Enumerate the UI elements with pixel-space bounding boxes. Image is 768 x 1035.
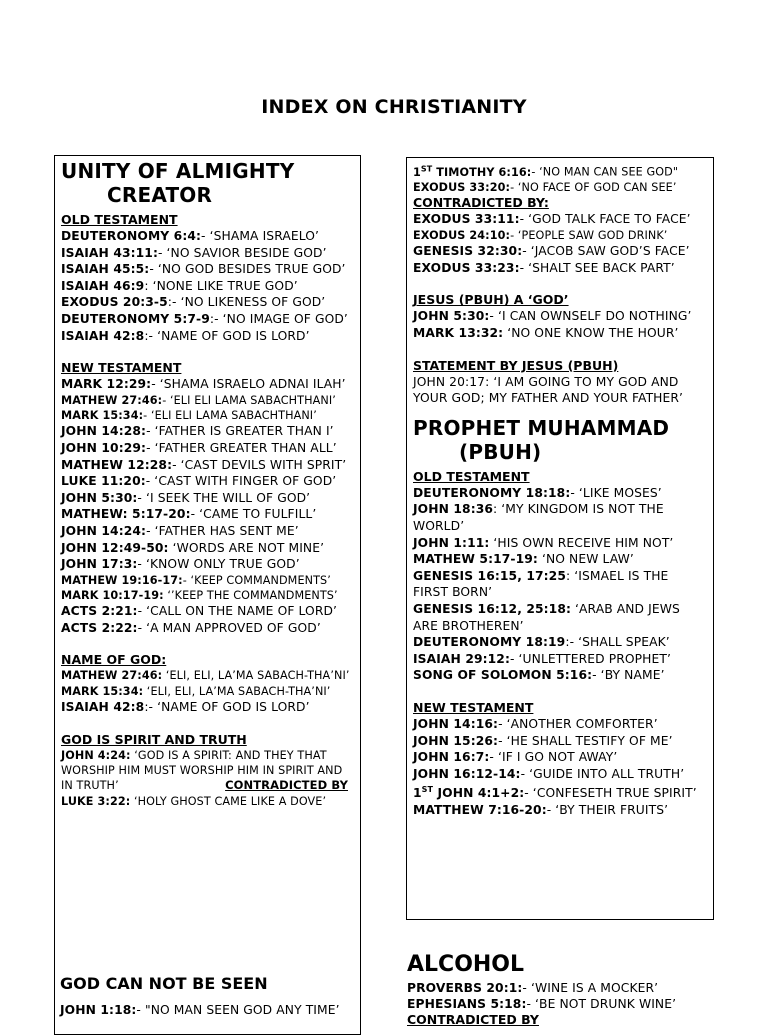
verse-reference <box>413 668 592 682</box>
verse-reference-text: JOHN 5:30: <box>61 490 138 505</box>
verse-entry <box>413 325 707 342</box>
verse-quote: - "NO MAN SEEN GOD ANY TIME’ <box>136 1003 340 1017</box>
verse-reference <box>61 409 143 422</box>
verse-entry <box>413 733 707 750</box>
verse-quote: - ‘I CAN OWNSELF DO NOTHING’ <box>489 309 692 324</box>
jesus-a-god-title: JESUS (PBUH) A ‘GOD’ <box>413 292 569 308</box>
verse-reference <box>413 212 520 226</box>
alcohol-heading: ALCOHOL <box>407 952 525 977</box>
alcohol-block <box>407 952 727 1028</box>
verse-reference-text: JOHN 14:24: <box>61 523 147 538</box>
section-title: NEW TESTAMENT <box>61 360 182 376</box>
verse-reference-text: ISAIAH 29:12: <box>413 651 510 666</box>
verse-reference-text: JOHN 15:26: <box>413 733 499 748</box>
verse-quote: - ‘UNLETTERED PROPHET’ <box>509 651 672 666</box>
verse-reference <box>61 795 130 808</box>
verse-reference-text: JOHN 14:28: <box>61 424 147 439</box>
verse-reference-text: JOHN 16:12-14: <box>413 766 521 781</box>
verse-entry <box>413 501 707 534</box>
verse-reference <box>413 717 498 731</box>
verse-reference-text: MATHEW 5:17-19: <box>413 552 538 567</box>
verse-reference <box>413 635 565 649</box>
verse-entry <box>61 245 354 262</box>
verse-quote: - ‘NO FACE OF GOD CAN SEE’ <box>510 181 677 195</box>
prophet-heading <box>413 416 707 464</box>
verse-quote: - ‘NO SAVIOR BESIDE GOD’ <box>157 245 327 260</box>
verse-quote: - ‘NO MAN CAN SEE GOD" <box>531 165 679 179</box>
verse-reference <box>61 246 158 260</box>
verse-quote: - ‘KEEP COMMANDMENTS’ <box>182 573 331 587</box>
verse-quote: - ‘SHAMA ISRAELO ADNAI ILAH’ <box>151 377 346 392</box>
verse-entry <box>413 485 707 502</box>
verse-reference-text: GENESIS 16:12, 25:18: <box>413 601 572 616</box>
verse-reference-text: MARK 10:17-19: <box>61 588 164 602</box>
verse-reference <box>413 536 489 550</box>
verse-reference-text: DEUTERONOMY 18:19 <box>413 635 566 650</box>
section-title: NAME OF GOD: <box>61 652 167 668</box>
verse-reference-text: MATHEW 19:16-17: <box>61 573 183 587</box>
verse-entry <box>413 634 707 651</box>
verse-reference-text: JOHN 18:36 <box>413 502 494 517</box>
no-man-see-god-entries <box>413 161 707 195</box>
verse-entry <box>61 228 354 245</box>
verse-reference-text: GENESIS 16:15, 17:25 <box>413 568 566 583</box>
verse-reference-text: ISAIAH 43:11: <box>61 245 158 260</box>
prophet-ot-title: OLD TESTAMENT <box>413 468 530 484</box>
verse-reference-text: MATHEW 27:46: <box>61 393 163 407</box>
verse-reference-text: EPHESIANS 5:18: <box>407 996 527 1011</box>
verse-reference-text: JOHN 12:49-50: <box>61 540 169 555</box>
verse-quote: :- ‘NAME OF GOD IS LORD’ <box>144 328 310 343</box>
verse-reference-text: MARK 12:29: <box>61 377 152 392</box>
verse-quote: ‘GOD IS A SPIRIT: AND THEY THAT WORSHIP HIM MUST WORSHIP HIM IN SPIRIT AND IN TRUTH’ <box>61 748 343 793</box>
verse-reference <box>413 734 498 748</box>
verse-entry <box>413 802 707 819</box>
verse-reference <box>61 557 137 571</box>
verse-entry <box>413 228 707 243</box>
verse-reference-text: DEUTERONOMY 18:18: <box>413 485 571 500</box>
verse-quote: :- ‘NO IMAGE OF GOD’ <box>209 311 348 326</box>
verse-entry <box>413 180 707 195</box>
verse-quote: - ‘GOD TALK FACE TO FACE’ <box>519 212 691 227</box>
verse-reference <box>413 602 571 616</box>
verse-reference <box>413 181 510 194</box>
verse-reference-text: JOHN 14:16: <box>413 716 499 731</box>
verse-quote: - ‘I SEEK THE WILL OF GOD’ <box>137 490 311 505</box>
verse-entry <box>413 749 707 766</box>
verse-entry <box>61 556 354 573</box>
verse-reference-text: ISAIAH 46:9 <box>61 278 145 293</box>
verse-quote: - ‘WINE IS A MOCKER’ <box>522 981 659 995</box>
verse-reference <box>61 700 144 714</box>
verse-reference-text: DEUTERONOMY 5:7-9 <box>61 311 210 326</box>
unity-of-creator-box <box>54 155 361 1035</box>
verse-reference <box>61 312 210 326</box>
verse-reference-text: EXODUS 33:23: <box>413 260 520 275</box>
god-not-seen-heading: GOD CAN NOT BE SEEN <box>60 974 268 993</box>
verse-reference <box>413 486 570 500</box>
verse-entry <box>61 794 354 809</box>
verse-entry <box>61 261 354 278</box>
jesus-entries <box>413 308 707 341</box>
verse-reference-text: JOHN 4:24: <box>61 748 131 762</box>
verse-reference-text: EXODUS 33:20: <box>413 181 511 195</box>
verse-reference-text: MATHEW: 5:17-20: <box>61 507 191 522</box>
ordinal-number: 1 <box>413 786 422 801</box>
verse-reference <box>61 541 169 555</box>
verse-quote: - ‘SHALT SEE BACK PART’ <box>519 260 675 275</box>
verse-reference <box>61 491 137 505</box>
verse-reference <box>413 552 538 566</box>
verse-reference <box>61 394 162 407</box>
verse-reference <box>413 229 510 242</box>
section-title: OLD TESTAMENT <box>61 212 178 227</box>
verse-reference <box>413 786 524 800</box>
ordinal-suffix: ST <box>420 164 433 173</box>
verse-quote: :- ‘NO LIKENESS OF GOD’ <box>167 295 326 310</box>
verse-entry <box>61 668 354 683</box>
verse-reference <box>61 685 143 698</box>
verse-reference-text: JOHN 16:7: <box>413 750 490 765</box>
verse-reference-text: GENESIS 32:30: <box>413 244 523 259</box>
verse-reference <box>413 569 566 583</box>
verse-entry <box>61 311 354 328</box>
verse-reference <box>61 589 164 602</box>
verse-quote: - ‘KNOW ONLY TRUE GOD’ <box>137 557 300 572</box>
verse-quote: - ‘ELI ELI LAMA SABACHTHANI’ <box>143 409 317 423</box>
verse-reference-text: ACTS 2:21: <box>61 604 138 619</box>
verse-reference <box>407 981 522 995</box>
verse-quote: ‘WORDS ARE NOT MINE’ <box>168 540 325 555</box>
verse-entry <box>413 667 707 684</box>
verse-reference-text: TIMOTHY 6:16: <box>432 165 532 179</box>
prophet-nt-entries <box>413 716 707 819</box>
verse-reference <box>413 750 489 764</box>
verse-reference <box>413 326 503 340</box>
verse-quote: - ‘FATHER IS GREATER THAN I’ <box>146 424 334 439</box>
verse-reference-text: PROVERBS 20:1: <box>407 981 523 995</box>
verse-reference <box>61 424 146 438</box>
verse-entry <box>413 211 707 228</box>
verse-reference-text: JOHN 17:3: <box>61 557 138 572</box>
verse-reference <box>61 441 146 455</box>
verse-reference-text: JOHN 4:1+2: <box>433 786 525 801</box>
verse-entry <box>61 457 354 474</box>
verse-entry <box>413 601 707 634</box>
verse-quote: ‘HOLY GHOST CAME LIKE A DOVE’ <box>130 794 327 808</box>
verse-entry <box>413 782 707 802</box>
verse-entry <box>61 523 354 540</box>
god-not-seen-block <box>60 974 360 1019</box>
verse-quote: - ‘SHAMA ISRAELO’ <box>201 229 320 243</box>
verse-reference <box>61 329 144 343</box>
verse-quote: - ‘ELI ELI LAMA SABACHTHANI’ <box>162 393 336 407</box>
verse-quote: - ‘CAST WITH FINGER OF GOD’ <box>145 474 337 489</box>
verse-quote: - ‘BY NAME’ <box>592 668 665 683</box>
verse-reference-text: ISAIAH 45:5: <box>61 262 150 277</box>
right-column-box <box>406 157 714 920</box>
verse-quote: - ‘HE SHALL TESTIFY OF ME’ <box>498 733 673 748</box>
verse-entry <box>413 243 707 260</box>
verse-reference-text: MARK 15:34: <box>61 684 144 698</box>
verse-entry <box>407 997 727 1013</box>
unity-heading <box>61 159 354 207</box>
verse-reference-text: JOHN 1:18: <box>60 1003 137 1017</box>
verse-reference <box>407 997 527 1011</box>
verse-entry <box>61 573 354 588</box>
verse-quote: ‘NO NEW LAW’ <box>537 552 634 567</box>
contradicted-by-title: CONTRADICTED BY: <box>413 195 549 211</box>
verse-quote: - ‘CALL ON THE NAME OF LORD’ <box>137 604 338 619</box>
verse-entry <box>61 328 354 345</box>
page-title: INDEX ON CHRISTIANITY <box>261 96 527 118</box>
verse-entry <box>61 684 354 699</box>
verse-entry <box>407 981 727 997</box>
verse-quote: - ‘BE NOT DRUNK WINE’ <box>526 996 677 1011</box>
god-not-seen-entries <box>60 1002 360 1019</box>
verse-entry <box>61 506 354 523</box>
section-title: GOD IS SPIRIT AND TRUTH <box>61 731 247 747</box>
verse-reference <box>413 767 521 781</box>
verse-quote: - ‘CAME TO FULFILL’ <box>190 507 317 522</box>
verse-reference <box>61 621 138 635</box>
verse-reference <box>413 309 489 323</box>
verse-entry <box>413 308 707 325</box>
verse-quote: - ‘PEOPLE SAW GOD DRINK’ <box>510 228 668 242</box>
verse-entry <box>61 603 354 620</box>
contradicted-by-label: CONTRADICTED BY <box>225 778 348 793</box>
verse-quote: :- ‘SHALL SPEAK’ <box>565 635 670 650</box>
alcohol-entries <box>407 981 727 1012</box>
verse-reference-text: EXODUS 24:10: <box>413 228 511 242</box>
verse-entry <box>61 490 354 507</box>
verse-quote: ‘HIS OWN RECEIVE HIM NOT’ <box>489 535 674 550</box>
verse-reference-text: JOHN 1:11: <box>413 535 490 550</box>
verse-entry <box>61 423 354 440</box>
unity-heading-line2: CREATOR <box>107 183 213 207</box>
verse-reference-text: SONG OF SOLOMON 5:16: <box>413 668 593 683</box>
verse-quote: ‘NO ONE KNOW THE HOUR’ <box>503 326 679 340</box>
verse-reference <box>61 262 149 276</box>
prophet-heading-line2: (PBUH) <box>459 439 542 464</box>
verse-entry <box>61 393 354 408</box>
verse-quote: - ‘CAST DEVILS WITH SPRIT’ <box>172 457 347 472</box>
verse-reference-text: ISAIAH 42:8 <box>61 700 145 715</box>
verse-entry <box>413 716 707 733</box>
verse-reference-text: ACTS 2:22: <box>61 620 138 635</box>
unity-heading-line1: UNITY OF ALMIGHTY <box>61 159 295 183</box>
verse-reference <box>61 229 201 243</box>
verse-entry <box>61 473 354 490</box>
verse-entry <box>61 540 354 557</box>
verse-quote: - ‘CONFESETH TRUE SPIRIT’ <box>524 786 697 801</box>
verse-quote: ‘ELI, ELI, LA’MA SABACH-THA’NI’ <box>162 669 350 683</box>
verse-quote: - ‘LIKE MOSES’ <box>570 485 662 500</box>
verse-entry <box>413 535 707 552</box>
statement-title: STATEMENT BY JESUS (PBUH) <box>413 357 619 373</box>
verse-quote: - ‘A MAN APPROVED OF GOD’ <box>137 620 321 635</box>
verse-reference <box>413 261 520 275</box>
contradicted-entries <box>413 211 707 276</box>
verse-reference-text: MATHEW 27:46: <box>61 669 163 683</box>
verse-entry <box>413 568 707 601</box>
verse-entry <box>61 278 354 295</box>
verse-entry <box>413 161 707 180</box>
verse-reference <box>61 377 151 391</box>
verse-reference-text: EXODUS 20:3-5 <box>61 295 168 310</box>
verse-entry <box>413 260 707 277</box>
verse-reference-text: MARK 13:32: <box>413 326 504 340</box>
verse-entry <box>61 440 354 457</box>
verse-reference-text: LUKE 11:20: <box>61 474 146 489</box>
verse-reference <box>61 295 168 309</box>
verse-entry <box>61 408 354 423</box>
verse-quote: - ‘NO GOD BESIDES TRUE GOD’ <box>149 262 346 277</box>
verse-reference-text: MATTHEW 7:16-20: <box>413 802 547 817</box>
prophet-heading-line1: PROPHET MUHAMMAD <box>413 415 670 440</box>
verse-reference <box>413 502 493 516</box>
verse-reference <box>61 749 131 762</box>
verse-quote: - ‘FATHER HAS SENT ME’ <box>146 523 299 538</box>
verse-quote: : ‘NONE LIKE TRUE GOD’ <box>144 278 298 293</box>
verse-reference-text: DEUTERONOMY 6:4: <box>61 229 202 243</box>
verse-quote: - ‘GUIDE INTO ALL TRUTH’ <box>520 766 685 781</box>
statement-text: JOHN 20:17: ‘I AM GOING TO MY GOD AND YOUR GOD; MY FATHER AND YOUR FATHER’ <box>413 374 684 406</box>
verse-reference <box>61 458 172 472</box>
verse-entry <box>413 766 707 783</box>
verse-quote: - ‘FATHER GREATER THAN ALL’ <box>146 440 337 455</box>
verse-quote: - ‘IF I GO NOT AWAY’ <box>489 750 618 765</box>
verse-quote: : ‘ISMAEL IS THE FIRST BORN’ <box>413 568 669 600</box>
verse-reference-text: MATHEW 12:28: <box>61 457 173 472</box>
verse-reference <box>61 574 183 587</box>
alcohol-contradicted-label: CONTRADICTED BY <box>407 1012 539 1028</box>
verse-reference <box>61 474 146 488</box>
verse-reference <box>61 604 138 618</box>
verse-entry <box>61 294 354 311</box>
prophet-ot-entries <box>413 485 707 684</box>
verse-quote: : ‘MY KINGDOM IS NOT THE WORLD’ <box>413 502 664 533</box>
verse-reference <box>413 166 531 179</box>
verse-reference-text: ISAIAH 42:8 <box>61 328 145 343</box>
verse-reference-text: JOHN 10:29: <box>61 440 147 455</box>
verse-reference <box>413 803 547 817</box>
verse-quote: - ‘JACOB SAW GOD’S FACE’ <box>522 244 690 259</box>
verse-entry <box>413 651 707 668</box>
verse-quote: :- ‘NAME OF GOD IS LORD’ <box>144 700 310 715</box>
ordinal-suffix: ST <box>421 785 434 795</box>
verse-entry <box>61 620 354 637</box>
prophet-nt-title: NEW TESTAMENT <box>413 699 534 715</box>
unity-sections <box>61 212 354 809</box>
verse-reference <box>413 244 522 258</box>
verse-quote: - ‘BY THEIR FRUITS’ <box>546 802 669 817</box>
verse-entry <box>60 1002 360 1019</box>
verse-entry <box>61 376 354 393</box>
verse-quote: ‘ELI, ELI, LA’MA SABACH-THA’NI’ <box>143 684 331 698</box>
verse-quote: - ‘ANOTHER COMFORTER’ <box>498 716 658 731</box>
verse-entry <box>61 748 354 794</box>
verse-reference <box>61 669 162 682</box>
verse-quote: ‘ARAB AND JEWS ARE BROTHEREN’ <box>413 601 680 633</box>
verse-reference-text: EXODUS 33:11: <box>413 212 520 227</box>
verse-entry <box>413 551 707 568</box>
verse-entry <box>61 588 354 603</box>
verse-reference <box>61 524 146 538</box>
ordinal-number: 1 <box>413 165 421 179</box>
verse-reference <box>413 652 510 666</box>
verse-reference <box>61 279 144 293</box>
verse-entry <box>61 699 354 716</box>
verse-reference-text: JOHN 5:30: <box>413 309 490 324</box>
verse-reference-text: MARK 15:34: <box>61 409 144 423</box>
verse-reference <box>60 1003 136 1017</box>
verse-quote: ‘’KEEP THE COMMANDMENTS’ <box>163 588 338 602</box>
verse-reference <box>61 507 191 521</box>
verse-reference-text: LUKE 3:22: <box>61 794 131 808</box>
